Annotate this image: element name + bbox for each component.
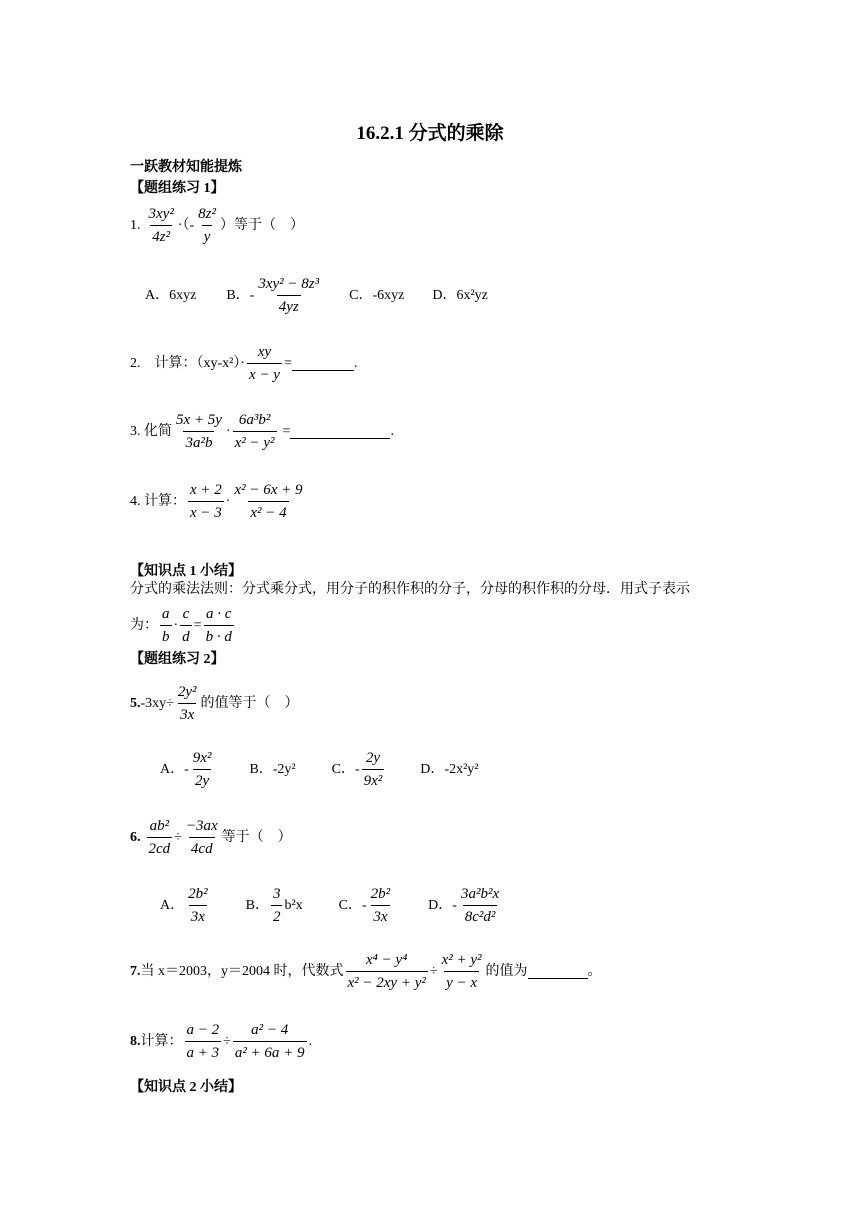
option-a-fraction — [186, 884, 210, 927]
answer-blank — [290, 424, 390, 439]
numerator: c — [182, 606, 190, 622]
option-d: D．6x²yz — [432, 287, 488, 303]
numerator: 2b² — [188, 886, 208, 902]
option-c-prefix: C．- — [338, 897, 367, 913]
denominator: b — [160, 625, 172, 647]
option-b: B．-2y² — [249, 761, 296, 777]
numerator: a² − 4 — [251, 1022, 289, 1038]
fraction — [147, 816, 173, 859]
option-c: C．-6xyz — [349, 287, 405, 303]
denominator: x − y — [247, 363, 282, 385]
question-prefix: -3xy÷ — [140, 695, 174, 711]
denominator: 9x² — [362, 769, 385, 791]
option-b-prefix: B． — [245, 897, 269, 913]
numerator: x² − 6x + 9 — [234, 482, 303, 498]
question-2 — [130, 342, 357, 385]
numerator: x + 2 — [190, 482, 222, 498]
option-d: D．-2x²y² — [420, 761, 479, 777]
numerator: a — [162, 606, 170, 622]
operator: · — [173, 617, 179, 633]
question-5 — [130, 682, 299, 725]
page-title: 16.2.1 分式的乘除 — [356, 123, 504, 144]
question-label: 3. 化简 — [130, 423, 172, 439]
numerator: 3 — [272, 886, 281, 902]
question-6-options — [160, 884, 503, 927]
operator: · — [225, 423, 231, 439]
fraction — [440, 950, 484, 993]
fraction — [185, 1020, 222, 1063]
summary-heading-1: 【知识点 1 小结】 — [130, 564, 242, 579]
operator: ÷ — [223, 1033, 231, 1049]
operator: ÷ — [429, 963, 438, 979]
answer-blank — [528, 964, 588, 979]
option-c-fraction — [362, 748, 385, 791]
denominator: 8c²d² — [463, 905, 498, 927]
option-a-fraction — [191, 748, 214, 791]
numerator: 2y² — [177, 684, 197, 700]
denominator: 3x — [371, 905, 389, 927]
summary-heading-2: 【知识点 2 小结】 — [130, 1080, 242, 1095]
answer-blank — [292, 356, 354, 371]
numerator: 5x + 5y — [176, 412, 222, 428]
group-heading-1: 【题组练习 1】 — [130, 181, 225, 196]
numerator: 2y — [365, 750, 381, 766]
numerator: a − 2 — [186, 1022, 220, 1038]
option-d-fraction — [459, 884, 501, 927]
end-mark: 。 — [587, 963, 602, 979]
fraction — [176, 682, 199, 725]
denominator: 2cd — [147, 837, 173, 859]
question-label: 2. 计算：（xy-x²）· — [130, 355, 246, 371]
numerator: −3ax — [185, 818, 218, 834]
fraction — [232, 480, 304, 523]
denominator: 2y — [193, 769, 211, 791]
numerator: 3xy² − 8z³ — [258, 276, 320, 292]
equals: = — [283, 355, 292, 371]
fraction — [247, 342, 282, 385]
fraction — [233, 1020, 307, 1063]
numerator: a · c — [205, 606, 232, 622]
numerator: 3a²b²x — [460, 886, 500, 902]
numerator: 2b² — [370, 886, 391, 902]
question-5-options — [160, 748, 478, 791]
question-7 — [130, 950, 602, 993]
end-mark: . — [308, 1033, 313, 1049]
numerator: 8z² — [198, 206, 216, 222]
fraction — [233, 410, 277, 453]
fraction — [180, 604, 192, 647]
denominator: x² − 2xy + y² — [346, 971, 428, 993]
operator: ÷ — [174, 829, 182, 845]
numerator: 6a³b² — [238, 412, 271, 428]
denominator: 4cd — [189, 837, 215, 859]
denominator: a + 3 — [185, 1041, 222, 1063]
question-prefix: 当 x＝2003，y＝2004 时，代数式 — [140, 963, 344, 979]
question-tail: 的值等于（ ） — [200, 695, 299, 711]
equals: = — [193, 617, 202, 633]
numerator: x⁴ − y⁴ — [366, 952, 408, 968]
end-mark: . — [353, 355, 358, 371]
denominator: a² + 6a + 9 — [233, 1041, 307, 1063]
option-b-prefix: B．- — [226, 287, 255, 303]
rule-formula — [130, 604, 236, 647]
fraction — [188, 480, 224, 523]
option-a-prefix: A．- — [160, 761, 189, 777]
fraction — [160, 604, 172, 647]
question-number: 5. — [130, 695, 141, 711]
denominator: y — [202, 225, 213, 247]
fraction — [346, 950, 428, 993]
question-1 — [130, 204, 304, 247]
end-mark: . — [390, 423, 394, 439]
denominator: 4yz — [277, 295, 301, 317]
denominator: d — [180, 625, 192, 647]
denominator: x − 3 — [188, 501, 224, 523]
numerator: x² + y² — [441, 952, 482, 968]
fraction — [147, 204, 176, 247]
denominator: x² − y² — [233, 431, 277, 453]
fraction — [204, 604, 234, 647]
fraction — [174, 410, 224, 453]
denominator: 3x — [189, 905, 207, 927]
option-b-fraction — [271, 884, 283, 927]
fraction — [196, 204, 218, 247]
numerator: ab² — [149, 818, 170, 834]
option-d-prefix: D．- — [428, 897, 457, 913]
question-3 — [130, 410, 394, 453]
denominator: 3x — [178, 703, 196, 725]
option-b-fraction — [256, 274, 321, 317]
denominator: y − x — [444, 971, 479, 993]
operator: · — [225, 493, 231, 509]
denominator: 2 — [271, 905, 283, 927]
question-6 — [130, 816, 292, 859]
question-number: 7. — [130, 963, 141, 979]
question-prefix: 计算： — [140, 1033, 183, 1049]
fraction — [184, 816, 220, 859]
option-c-prefix: C．- — [331, 761, 360, 777]
numerator: 3xy² — [148, 206, 174, 222]
option-c-fraction — [369, 884, 393, 927]
rule-text: 分式的乘法法则：分式乘分式，用分子的积作积的分子，分母的积作积的分母．用式子表示 — [130, 582, 690, 597]
numerator: xy — [257, 344, 272, 360]
question-4 — [130, 480, 307, 523]
denominator: 3a²b — [183, 431, 214, 453]
group-heading-2: 【题组练习 2】 — [130, 652, 225, 667]
denominator: 4z² — [150, 225, 172, 247]
question-1-options — [145, 274, 488, 317]
question-tail: 等于（ ） — [221, 829, 292, 845]
equals: = — [282, 423, 291, 439]
question-number: 8. — [130, 1033, 141, 1049]
question-8 — [130, 1020, 312, 1063]
rule-prefix: 为： — [130, 617, 158, 633]
section-heading: 一跃教材知能提炼 — [130, 160, 242, 175]
question-tail: ）等于（ ） — [219, 217, 304, 233]
numerator: 9x² — [192, 750, 212, 766]
option-b-suffix: b²x — [284, 897, 303, 913]
operator-text: ·（- — [177, 217, 195, 233]
question-number: 1. — [130, 217, 141, 233]
denominator: x² − 4 — [248, 501, 288, 523]
denominator: b · d — [204, 625, 234, 647]
option-a: A．6xyz — [145, 287, 197, 303]
option-a-prefix: A． — [160, 897, 185, 913]
question-number: 6. — [130, 829, 141, 845]
question-tail: 的值为 — [485, 963, 528, 979]
question-label: 4. 计算： — [130, 493, 186, 509]
